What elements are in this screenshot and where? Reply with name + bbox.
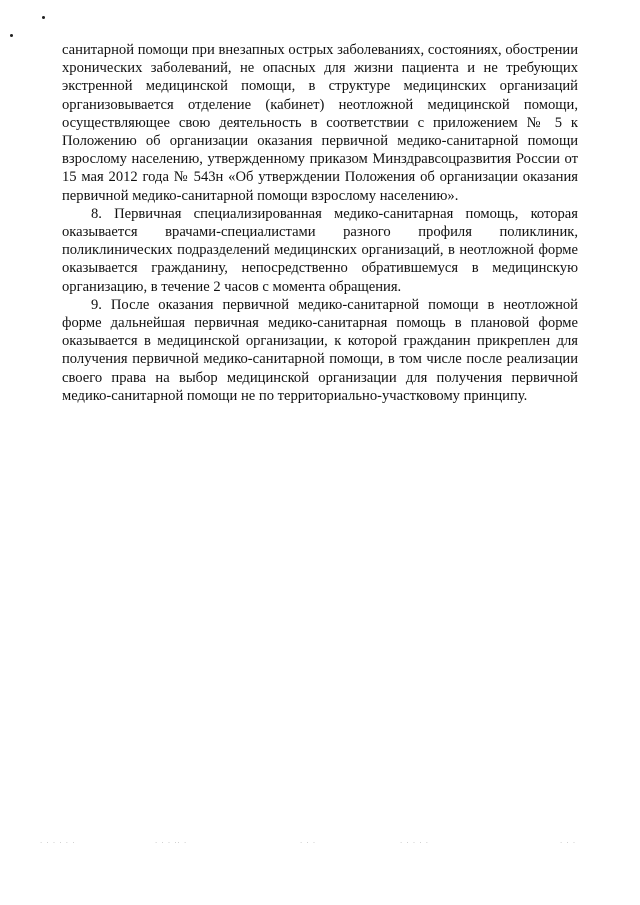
footer-scan-noise: [0, 836, 640, 856]
scan-noise: . . . . . .: [40, 836, 76, 845]
scan-noise: . . .: [300, 836, 317, 845]
scan-speck: [10, 34, 13, 37]
paragraph-9: 9. После оказания первичной медико-санитарной помощи в неотложной форме дальнейшая первичная медико-санитарная помощь в плановой форме оказывается в медицинской организации, к которой гражданин прикреплен для получения первичной медико-санитарной помощи, в том числе после реализации своего права на выбор медицинской организации для получения первичной медико-санитарной помощи не по территориально-участковому принципу.: [62, 296, 578, 404]
document-body: [62, 41, 578, 405]
scan-noise: . . . .. .: [155, 836, 188, 845]
scan-noise: . . .: [560, 836, 577, 845]
scan-speck: [42, 16, 45, 19]
paragraph-continuation: санитарной помощи при внезапных острых заболеваниях, состояниях, обострении хронических заболеваний, не опасных для жизни пациента и не требующих экстренной медицинской помощи, в структуре медицинских организаций организовывается отделение (кабинет) неотложной медицинской помощи, осуществляющее свою деятельность в соответствии с приложением № 5 к Положению об организации оказания первичной медико-санитарной помощи взрослому населению, утвержденному приказом Минздравсоцразвития России от 15 мая 2012 года № 543н «Об утверждении Положения об организации оказания первичной медико-санитарной помощи взрослому населению».: [62, 42, 578, 204]
paragraph-8: 8. Первичная специализированная медико-санитарная помощь, которая оказывается врачами-специалистами разного профиля поликлиник, поликлинических подразделений медицинских организаций, в неотложной форме оказывается гражданину, непосредственно обратившемуся в медицинскую организацию, в течение 2 часов с момента обращения.: [62, 205, 578, 295]
scan-noise: . . . . .: [400, 836, 430, 845]
